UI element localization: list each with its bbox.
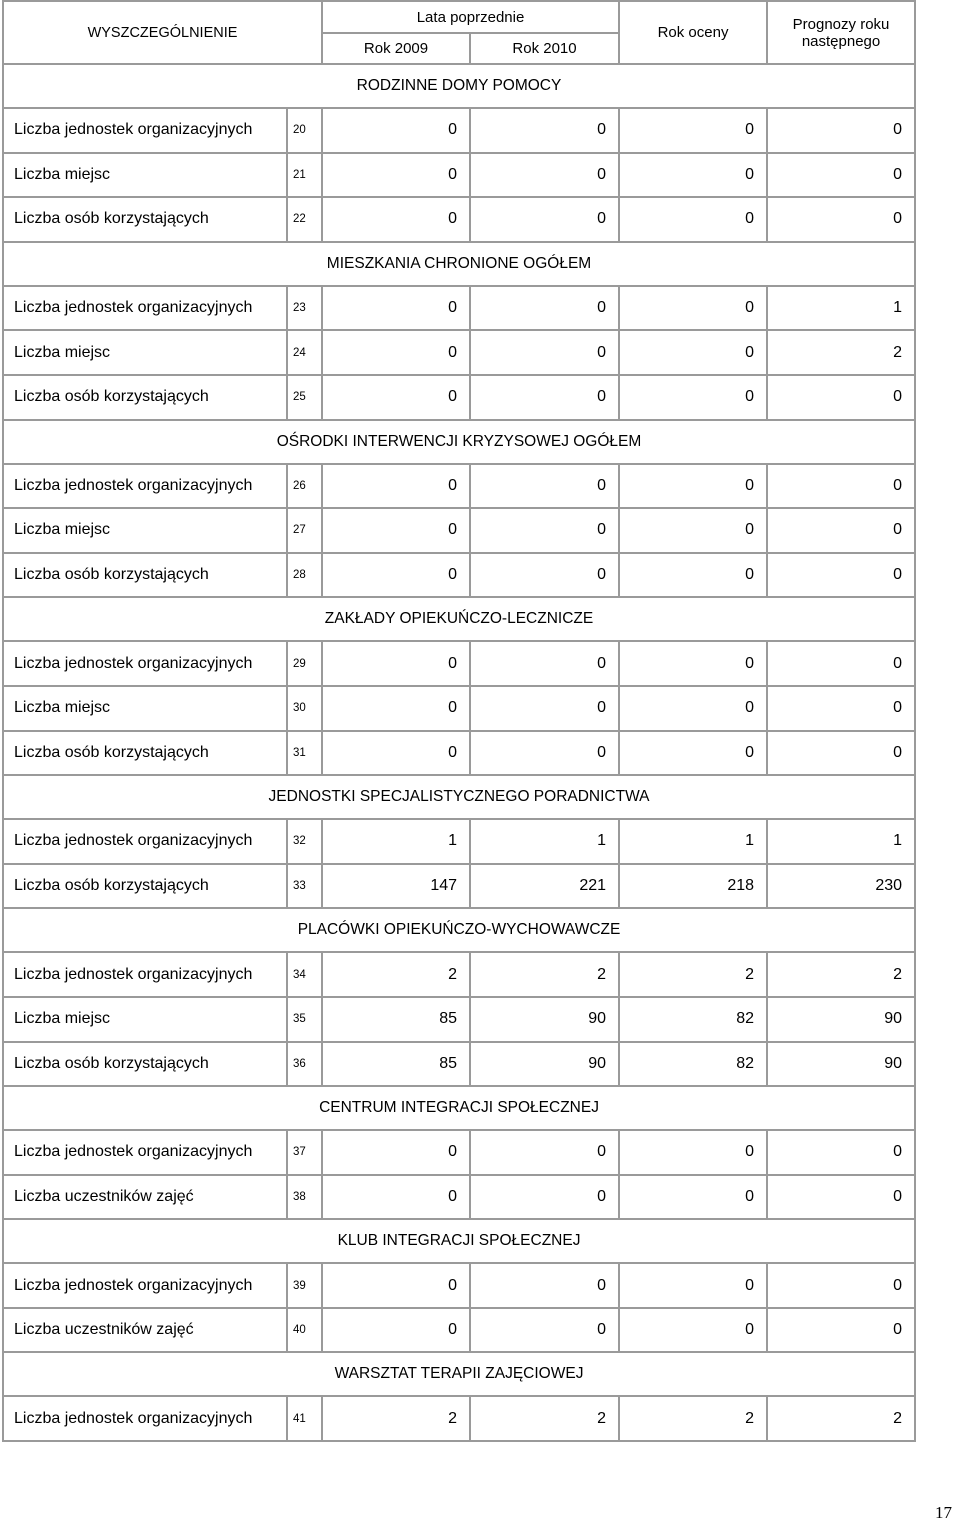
section-row — [3, 1086, 915, 1130]
table-row — [3, 464, 915, 509]
report-table — [2, 0, 916, 1442]
row-number: 32 — [287, 819, 322, 864]
value-2009: 85 — [322, 1042, 470, 1087]
value-rating-year: 0 — [619, 1175, 767, 1220]
header-description: WYSZCZEGÓLNIENIE — [3, 1, 322, 64]
value-2009: 0 — [322, 731, 470, 776]
row-number: 27 — [287, 508, 322, 553]
row-label: Liczba miejsc — [3, 686, 287, 731]
row-label: Liczba uczestników zajęć — [3, 1175, 287, 1220]
row-number: 24 — [287, 330, 322, 375]
value-2009: 0 — [322, 1175, 470, 1220]
value-2009: 2 — [322, 1396, 470, 1441]
table-row — [3, 641, 915, 686]
value-2010: 1 — [470, 819, 619, 864]
table-row — [3, 1263, 915, 1308]
value-2010: 0 — [470, 1263, 619, 1308]
value-rating-year: 0 — [619, 1308, 767, 1353]
value-2010: 0 — [470, 1308, 619, 1353]
value-2009: 0 — [322, 197, 470, 242]
value-2009: 0 — [322, 464, 470, 509]
section-row — [3, 64, 915, 108]
value-forecast: 90 — [767, 1042, 915, 1087]
value-forecast: 230 — [767, 864, 915, 909]
value-rating-year: 218 — [619, 864, 767, 909]
section-title: WARSZTAT TERAPII ZAJĘCIOWEJ — [3, 1352, 915, 1396]
row-label: Liczba osób korzystających — [3, 864, 287, 909]
value-2010: 90 — [470, 1042, 619, 1087]
row-number: 28 — [287, 553, 322, 598]
value-2009: 85 — [322, 997, 470, 1042]
table-row — [3, 286, 915, 331]
table-row — [3, 952, 915, 997]
table-row — [3, 153, 915, 198]
value-2009: 147 — [322, 864, 470, 909]
row-label: Liczba jednostek organizacyjnych — [3, 108, 287, 153]
value-2010: 0 — [470, 286, 619, 331]
value-rating-year: 0 — [619, 508, 767, 553]
table-row — [3, 1130, 915, 1175]
section-row — [3, 1219, 915, 1263]
value-2009: 0 — [322, 286, 470, 331]
value-2010: 0 — [470, 731, 619, 776]
value-forecast: 1 — [767, 286, 915, 331]
row-number: 20 — [287, 108, 322, 153]
table-row — [3, 864, 915, 909]
header-year-2010: Rok 2010 — [470, 33, 619, 64]
table-header — [3, 1, 915, 64]
value-rating-year: 0 — [619, 1263, 767, 1308]
value-rating-year: 82 — [619, 997, 767, 1042]
value-2010: 2 — [470, 1396, 619, 1441]
row-label: Liczba miejsc — [3, 153, 287, 198]
value-2009: 1 — [322, 819, 470, 864]
table-body — [3, 64, 915, 1441]
row-number: 34 — [287, 952, 322, 997]
value-2010: 0 — [470, 553, 619, 598]
row-number: 36 — [287, 1042, 322, 1087]
page-number: 17 — [935, 1503, 952, 1522]
value-forecast: 0 — [767, 153, 915, 198]
table-row — [3, 197, 915, 242]
row-number: 37 — [287, 1130, 322, 1175]
value-2010: 0 — [470, 108, 619, 153]
value-rating-year: 2 — [619, 952, 767, 997]
section-row — [3, 597, 915, 641]
table-row — [3, 997, 915, 1042]
section-title: OŚRODKI INTERWENCJI KRYZYSOWEJ OGÓŁEM — [3, 420, 915, 464]
table-row — [3, 731, 915, 776]
value-forecast: 0 — [767, 1308, 915, 1353]
value-forecast: 0 — [767, 1130, 915, 1175]
value-forecast: 0 — [767, 108, 915, 153]
row-label: Liczba jednostek organizacyjnych — [3, 819, 287, 864]
row-number: 22 — [287, 197, 322, 242]
row-label: Liczba jednostek organizacyjnych — [3, 1396, 287, 1441]
value-rating-year: 1 — [619, 819, 767, 864]
row-number: 33 — [287, 864, 322, 909]
table-row — [3, 108, 915, 153]
section-row — [3, 908, 915, 952]
section-title: ZAKŁADY OPIEKUŃCZO-LECZNICZE — [3, 597, 915, 641]
row-number: 25 — [287, 375, 322, 420]
value-2009: 2 — [322, 952, 470, 997]
row-label: Liczba jednostek organizacyjnych — [3, 641, 287, 686]
value-2009: 0 — [322, 1263, 470, 1308]
value-2009: 0 — [322, 108, 470, 153]
row-number: 23 — [287, 286, 322, 331]
value-rating-year: 0 — [619, 553, 767, 598]
row-label: Liczba osób korzystających — [3, 375, 287, 420]
section-row — [3, 420, 915, 464]
table-row — [3, 330, 915, 375]
value-forecast: 0 — [767, 375, 915, 420]
value-2010: 90 — [470, 997, 619, 1042]
value-rating-year: 0 — [619, 330, 767, 375]
row-label: Liczba jednostek organizacyjnych — [3, 1130, 287, 1175]
value-rating-year: 0 — [619, 197, 767, 242]
header-forecast: Prognozy roku następnego — [767, 1, 915, 64]
value-forecast: 0 — [767, 464, 915, 509]
table-row — [3, 686, 915, 731]
section-title: CENTRUM INTEGRACJI SPOŁECZNEJ — [3, 1086, 915, 1130]
value-rating-year: 0 — [619, 1130, 767, 1175]
value-2009: 0 — [322, 153, 470, 198]
value-rating-year: 2 — [619, 1396, 767, 1441]
value-forecast: 0 — [767, 553, 915, 598]
row-number: 30 — [287, 686, 322, 731]
row-number: 29 — [287, 641, 322, 686]
row-label: Liczba jednostek organizacyjnych — [3, 464, 287, 509]
row-label: Liczba osób korzystających — [3, 197, 287, 242]
value-2009: 0 — [322, 330, 470, 375]
value-2009: 0 — [322, 641, 470, 686]
value-2010: 0 — [470, 1130, 619, 1175]
table-row — [3, 1308, 915, 1353]
value-2010: 2 — [470, 952, 619, 997]
row-label: Liczba uczestników zajęć — [3, 1308, 287, 1353]
row-label: Liczba miejsc — [3, 330, 287, 375]
section-row — [3, 242, 915, 286]
value-2010: 0 — [470, 197, 619, 242]
value-2009: 0 — [322, 553, 470, 598]
section-row — [3, 1352, 915, 1396]
value-forecast: 0 — [767, 641, 915, 686]
value-rating-year: 0 — [619, 641, 767, 686]
section-title: RODZINNE DOMY POMOCY — [3, 64, 915, 108]
value-2010: 0 — [470, 464, 619, 509]
table-row — [3, 1175, 915, 1220]
table-row — [3, 819, 915, 864]
table-row — [3, 508, 915, 553]
header-rating-year: Rok oceny — [619, 1, 767, 64]
value-rating-year: 82 — [619, 1042, 767, 1087]
header-previous-years: Lata poprzednie — [322, 1, 619, 33]
value-rating-year: 0 — [619, 686, 767, 731]
value-rating-year: 0 — [619, 286, 767, 331]
value-2009: 0 — [322, 686, 470, 731]
value-2010: 0 — [470, 508, 619, 553]
value-forecast: 0 — [767, 508, 915, 553]
row-number: 39 — [287, 1263, 322, 1308]
value-2010: 0 — [470, 641, 619, 686]
value-2009: 0 — [322, 508, 470, 553]
row-label: Liczba jednostek organizacyjnych — [3, 952, 287, 997]
row-label: Liczba miejsc — [3, 508, 287, 553]
value-rating-year: 0 — [619, 464, 767, 509]
value-2010: 0 — [470, 375, 619, 420]
value-forecast: 0 — [767, 197, 915, 242]
row-label: Liczba jednostek organizacyjnych — [3, 1263, 287, 1308]
value-rating-year: 0 — [619, 108, 767, 153]
value-2010: 0 — [470, 686, 619, 731]
value-forecast: 90 — [767, 997, 915, 1042]
table-row — [3, 553, 915, 598]
value-forecast: 2 — [767, 952, 915, 997]
row-label: Liczba osób korzystających — [3, 731, 287, 776]
value-2010: 221 — [470, 864, 619, 909]
value-forecast: 1 — [767, 819, 915, 864]
value-forecast: 0 — [767, 731, 915, 776]
header-year-2009: Rok 2009 — [322, 33, 470, 64]
value-forecast: 0 — [767, 686, 915, 731]
value-2009: 0 — [322, 375, 470, 420]
row-label: Liczba osób korzystających — [3, 1042, 287, 1087]
row-number: 38 — [287, 1175, 322, 1220]
value-2009: 0 — [322, 1130, 470, 1175]
row-number: 41 — [287, 1396, 322, 1441]
section-title: KLUB INTEGRACJI SPOŁECZNEJ — [3, 1219, 915, 1263]
value-2010: 0 — [470, 330, 619, 375]
row-number: 40 — [287, 1308, 322, 1353]
row-number: 21 — [287, 153, 322, 198]
section-title: JEDNOSTKI SPECJALISTYCZNEGO PORADNICTWA — [3, 775, 915, 819]
value-2010: 0 — [470, 153, 619, 198]
value-forecast: 0 — [767, 1175, 915, 1220]
table-row — [3, 1396, 915, 1441]
row-label: Liczba osób korzystających — [3, 553, 287, 598]
value-rating-year: 0 — [619, 153, 767, 198]
section-title: PLACÓWKI OPIEKUŃCZO-WYCHOWAWCZE — [3, 908, 915, 952]
value-forecast: 2 — [767, 330, 915, 375]
row-number: 31 — [287, 731, 322, 776]
row-label: Liczba miejsc — [3, 997, 287, 1042]
value-forecast: 0 — [767, 1263, 915, 1308]
table-row — [3, 375, 915, 420]
row-number: 35 — [287, 997, 322, 1042]
row-number: 26 — [287, 464, 322, 509]
value-rating-year: 0 — [619, 731, 767, 776]
section-row — [3, 775, 915, 819]
value-forecast: 2 — [767, 1396, 915, 1441]
table-row — [3, 1042, 915, 1087]
value-rating-year: 0 — [619, 375, 767, 420]
row-label: Liczba jednostek organizacyjnych — [3, 286, 287, 331]
value-2010: 0 — [470, 1175, 619, 1220]
value-2009: 0 — [322, 1308, 470, 1353]
section-title: MIESZKANIA CHRONIONE OGÓŁEM — [3, 242, 915, 286]
